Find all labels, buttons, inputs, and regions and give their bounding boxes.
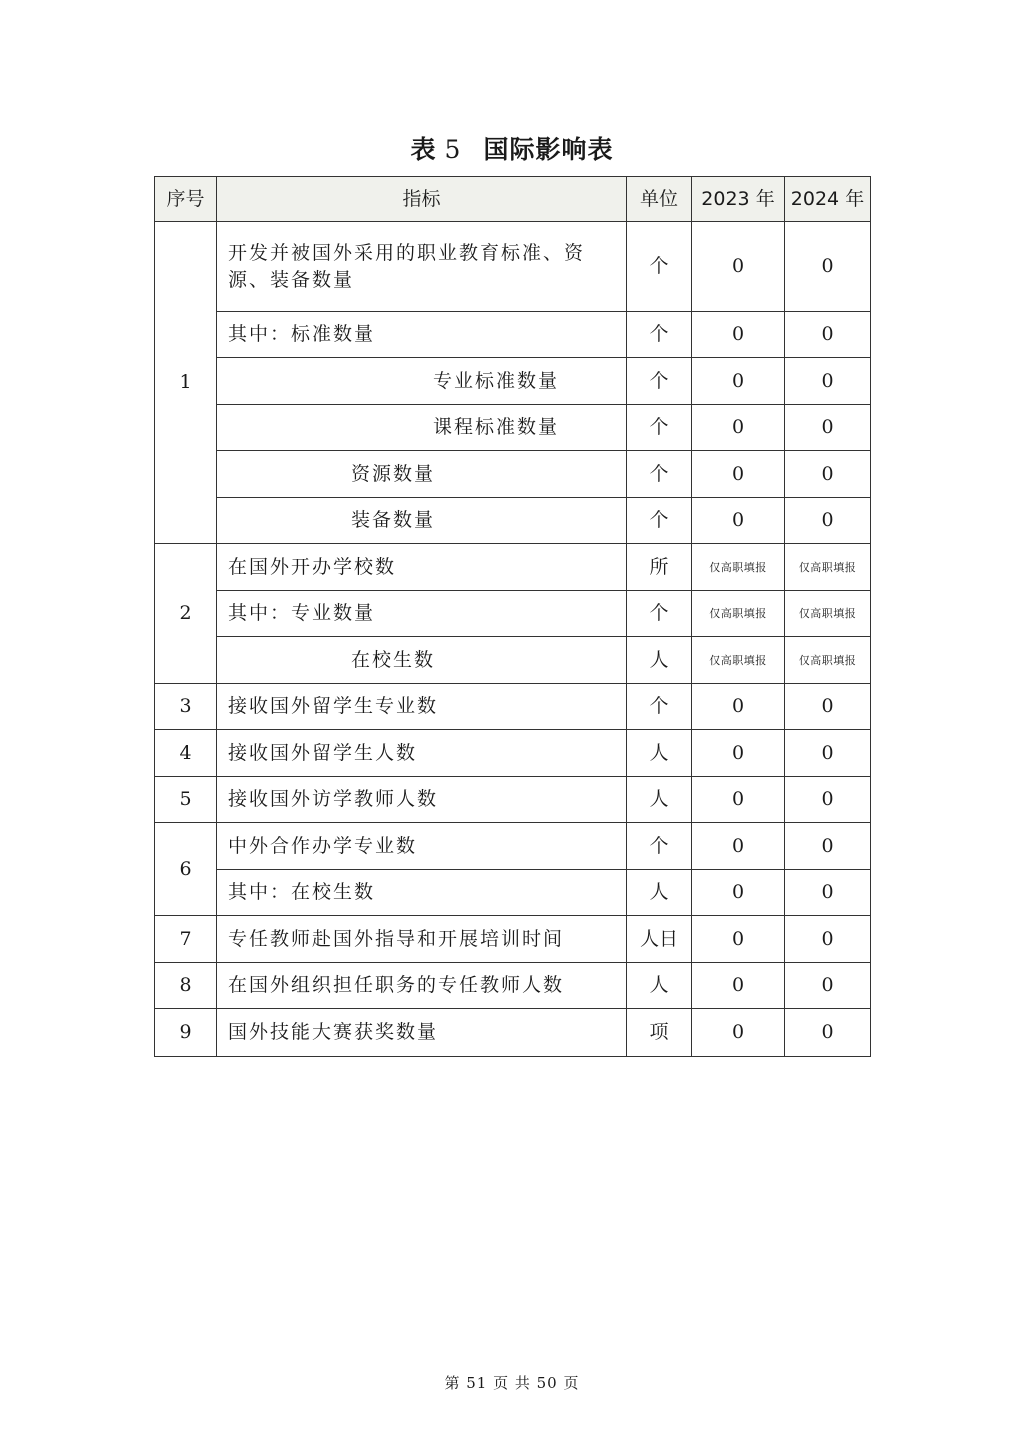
page-footer: 第 51 页 共 50 页 (444, 1374, 580, 1392)
indicator-cell: 专任教师赴国外指导和开展培训时间 (217, 916, 627, 963)
indicator-cell: 国外技能大赛获奖数量 (217, 1009, 627, 1057)
unit-cell: 个 (627, 498, 692, 544)
header-2024: 2024 年 (785, 177, 871, 222)
unit-cell: 所 (627, 544, 692, 591)
seq-cell: 1 (155, 222, 217, 544)
table-row (155, 544, 871, 591)
table-row (155, 405, 871, 451)
header-unit: 单位 (627, 177, 692, 222)
indicator-cell: 课程标准数量 (217, 405, 627, 451)
indicator-cell: 在国外开办学校数 (217, 544, 627, 591)
value-2023-cell: 0 (692, 823, 785, 870)
indicator-cell: 接收国外访学教师人数 (217, 777, 627, 823)
value-2024-cell: 0 (785, 823, 871, 870)
unit-cell: 人日 (627, 916, 692, 963)
header-seq: 序号 (155, 177, 217, 222)
value-2023-cell: 0 (692, 405, 785, 451)
value-2023-cell: 0 (692, 312, 785, 358)
indicator-cell: 装备数量 (217, 498, 627, 544)
unit-cell: 个 (627, 591, 692, 637)
unit-cell: 个 (627, 222, 692, 312)
value-2023-cell: 0 (692, 963, 785, 1009)
unit-cell: 个 (627, 358, 692, 405)
value-2023-cell: 仅高职填报 (692, 637, 785, 684)
seq-cell: 3 (155, 684, 217, 730)
table-row (155, 1009, 871, 1057)
seq-cell: 2 (155, 544, 217, 684)
table-row (155, 498, 871, 544)
unit-cell: 人 (627, 777, 692, 823)
value-2024-cell: 0 (785, 222, 871, 312)
value-2023-cell: 0 (692, 358, 785, 405)
table-row (155, 358, 871, 405)
value-2024-cell: 0 (785, 312, 871, 358)
seq-cell: 7 (155, 916, 217, 963)
table-row (155, 684, 871, 730)
header-indicator: 指标 (217, 177, 627, 222)
table-row (155, 777, 871, 823)
unit-cell: 个 (627, 405, 692, 451)
unit-cell: 个 (627, 451, 692, 498)
international-impact-table (154, 176, 871, 1057)
unit-cell: 人 (627, 637, 692, 684)
indicator-cell: 其中：标准数量 (217, 312, 627, 358)
seq-cell: 4 (155, 730, 217, 777)
value-2024-cell: 仅高职填报 (785, 544, 871, 591)
indicator-cell: 资源数量 (217, 451, 627, 498)
unit-cell: 人 (627, 730, 692, 777)
seq-cell: 6 (155, 823, 217, 916)
indicator-cell: 接收国外留学生专业数 (217, 684, 627, 730)
value-2024-cell: 仅高职填报 (785, 637, 871, 684)
value-2024-cell: 0 (785, 358, 871, 405)
table-row (155, 222, 871, 312)
value-2023-cell: 0 (692, 451, 785, 498)
unit-cell: 个 (627, 823, 692, 870)
value-2024-cell: 仅高职填报 (785, 591, 871, 637)
value-2023-cell: 0 (692, 870, 785, 916)
value-2023-cell: 0 (692, 684, 785, 730)
table-row (155, 591, 871, 637)
table-title-number: 5 (444, 135, 462, 164)
seq-cell: 9 (155, 1009, 217, 1057)
indicator-cell: 其中：在校生数 (217, 870, 627, 916)
value-2024-cell: 0 (785, 498, 871, 544)
header-2023: 2023 年 (692, 177, 785, 222)
indicator-cell: 接收国外留学生人数 (217, 730, 627, 777)
value-2024-cell: 0 (785, 405, 871, 451)
indicator-cell: 其中：专业数量 (217, 591, 627, 637)
value-2023-cell: 0 (692, 730, 785, 777)
value-2024-cell: 0 (785, 870, 871, 916)
table-title-name: 国际影响表 (483, 135, 614, 164)
table-header-row (155, 177, 871, 222)
value-2024-cell: 0 (785, 963, 871, 1009)
value-2024-cell: 0 (785, 451, 871, 498)
value-2024-cell: 0 (785, 684, 871, 730)
value-2023-cell: 0 (692, 777, 785, 823)
indicator-cell: 开发并被国外采用的职业教育标准、资源、装备数量 (217, 222, 627, 312)
table-title (0, 130, 1024, 170)
table-row (155, 637, 871, 684)
value-2024-cell: 0 (785, 730, 871, 777)
table-row (155, 870, 871, 916)
indicator-cell: 在校生数 (217, 637, 627, 684)
unit-cell: 项 (627, 1009, 692, 1057)
unit-cell: 人 (627, 963, 692, 1009)
value-2023-cell: 仅高职填报 (692, 544, 785, 591)
value-2024-cell: 0 (785, 1009, 871, 1057)
seq-cell: 8 (155, 963, 217, 1009)
indicator-cell: 专业标准数量 (217, 358, 627, 405)
value-2023-cell: 0 (692, 222, 785, 312)
table-row (155, 963, 871, 1009)
table-row (155, 451, 871, 498)
indicator-cell: 在国外组织担任职务的专任教师人数 (217, 963, 627, 1009)
value-2023-cell: 0 (692, 1009, 785, 1057)
table-row (155, 312, 871, 358)
seq-cell: 5 (155, 777, 217, 823)
value-2024-cell: 0 (785, 916, 871, 963)
table-row (155, 916, 871, 963)
unit-cell: 个 (627, 312, 692, 358)
value-2024-cell: 0 (785, 777, 871, 823)
value-2023-cell: 仅高职填报 (692, 591, 785, 637)
unit-cell: 个 (627, 684, 692, 730)
value-2023-cell: 0 (692, 916, 785, 963)
indicator-cell: 中外合作办学专业数 (217, 823, 627, 870)
unit-cell: 人 (627, 870, 692, 916)
value-2023-cell: 0 (692, 498, 785, 544)
table-row (155, 823, 871, 870)
table-title-prefix: 表 (410, 135, 437, 164)
table-row (155, 730, 871, 777)
